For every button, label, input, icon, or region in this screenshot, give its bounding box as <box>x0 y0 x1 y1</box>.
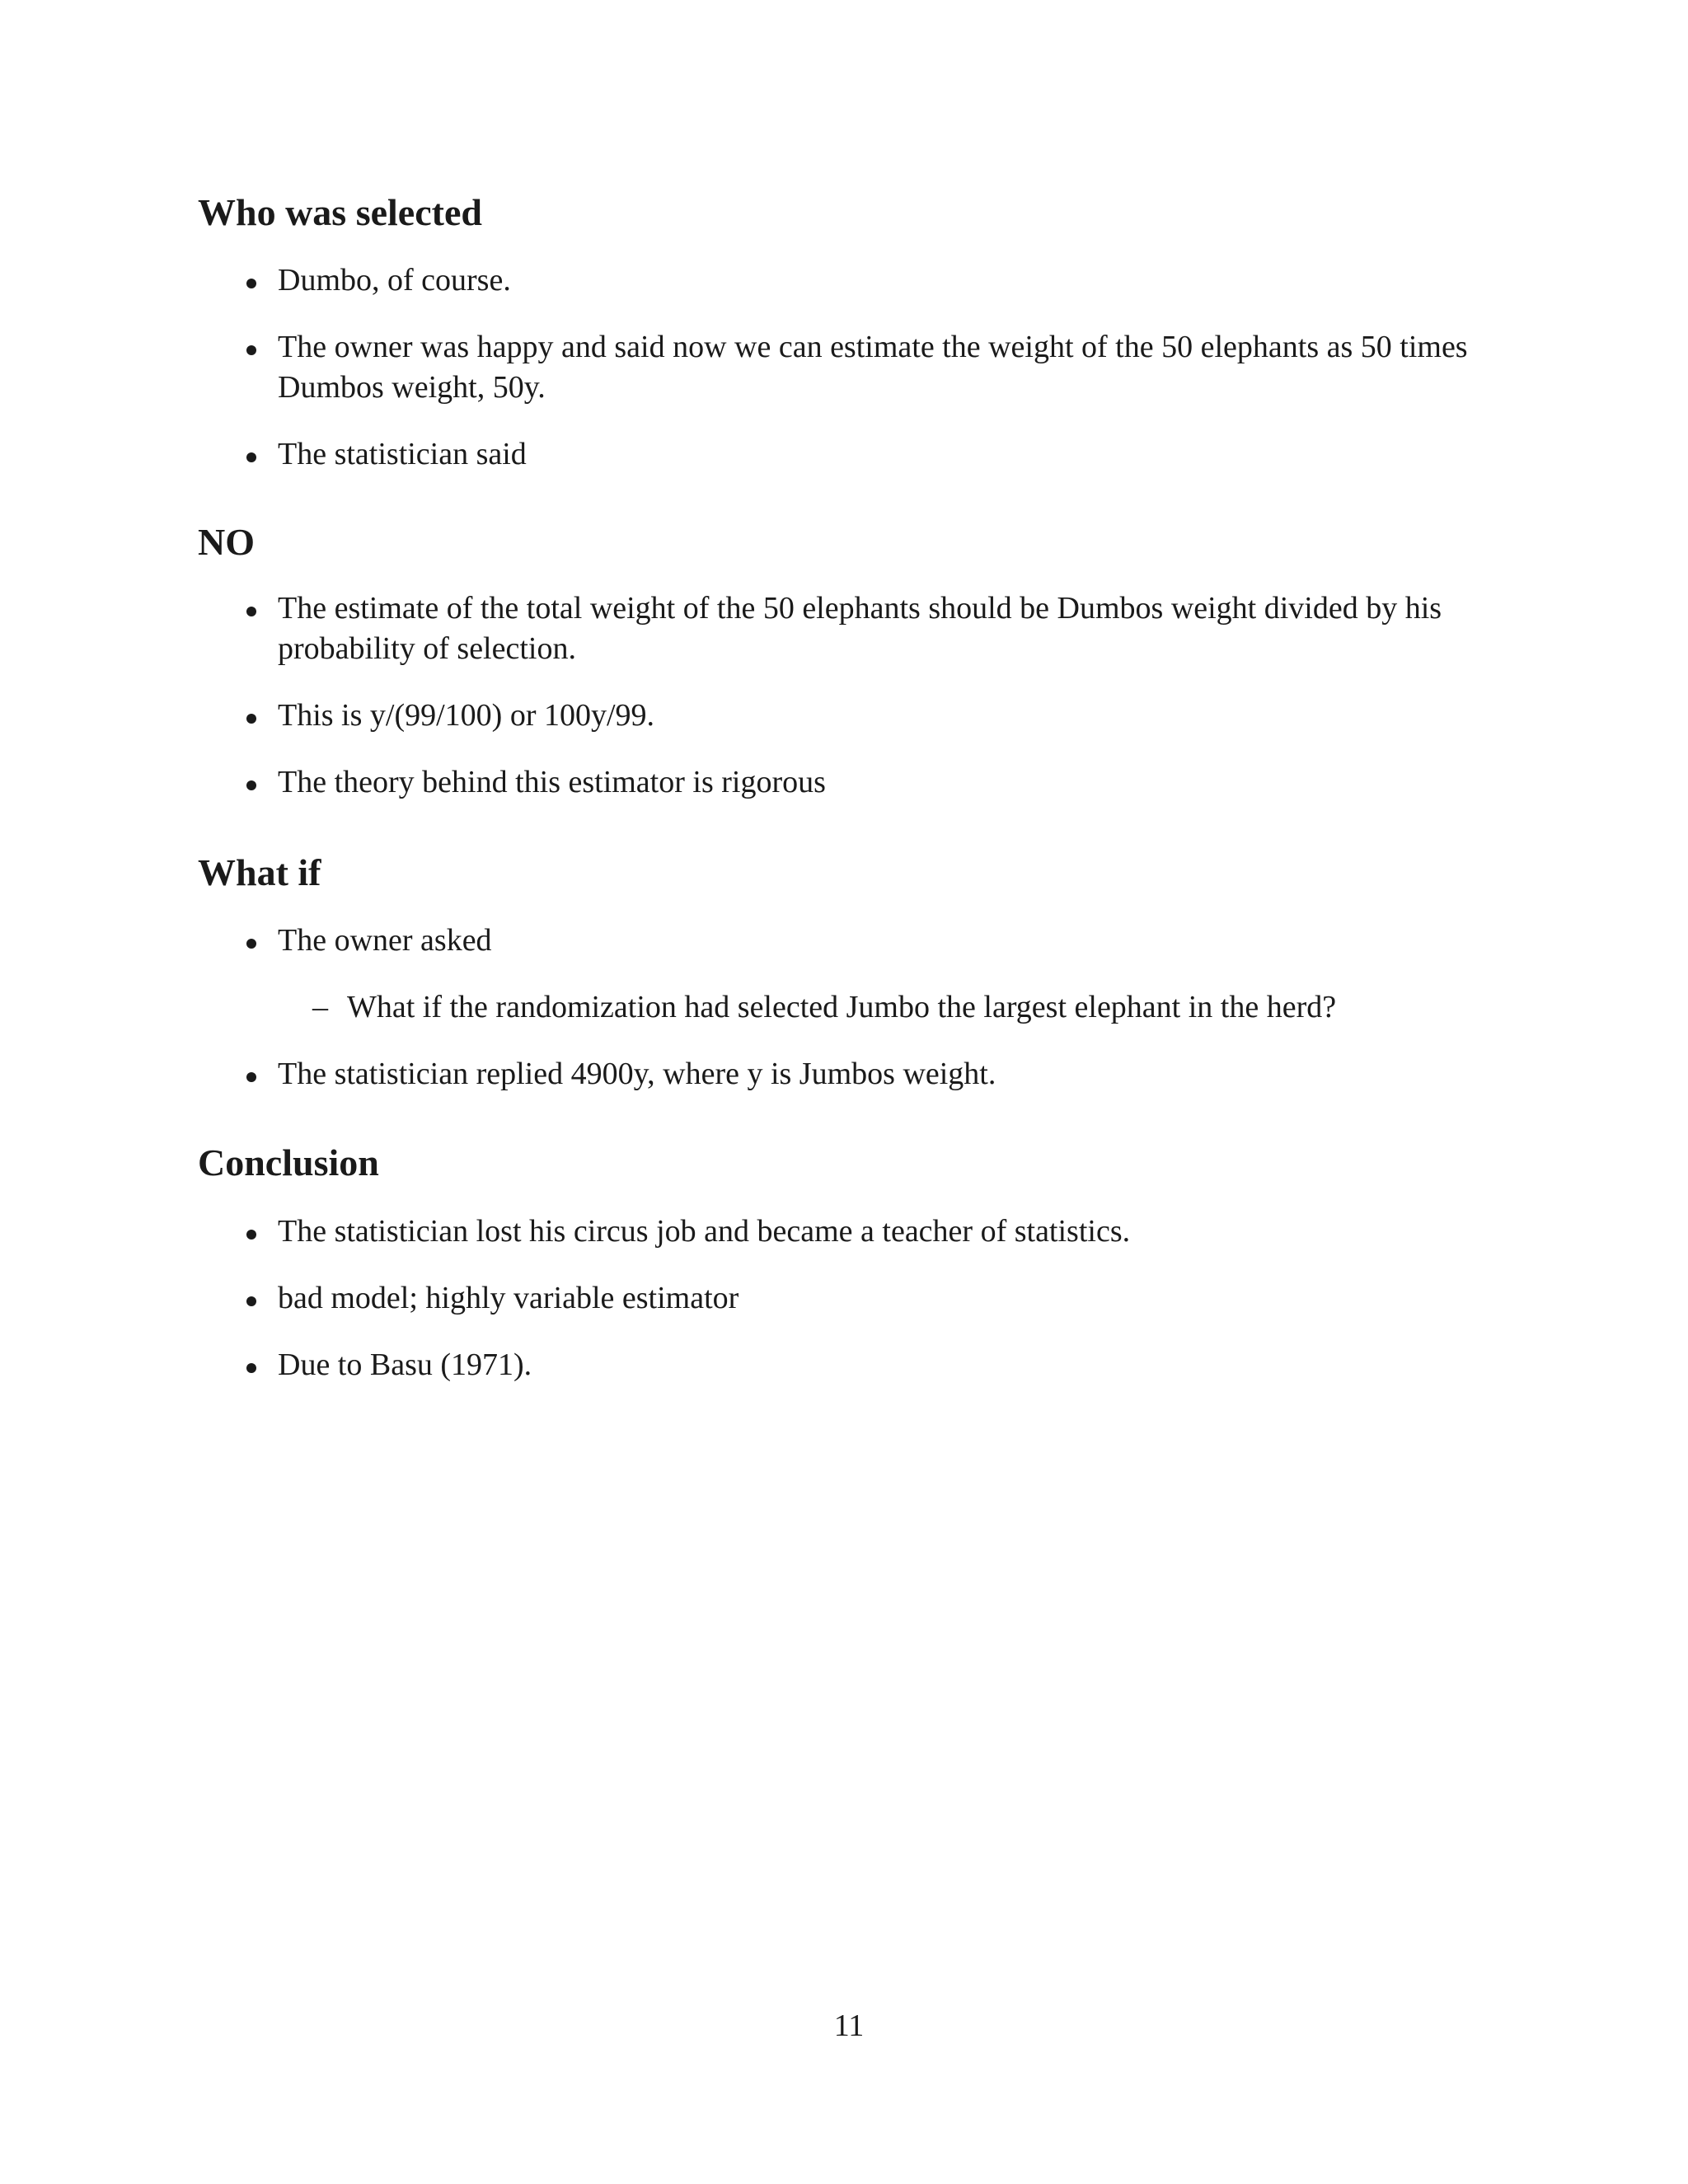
list-item: The statistician lost his circus job and became a teacher of statistics. <box>198 1212 1500 1252</box>
page-number: 11 <box>833 2008 865 2043</box>
list-item <box>198 921 1500 1028</box>
list-item: The theory behind this estimator is rigorous <box>198 762 1500 803</box>
list-item: The statistician replied 4900y, where y is Jumbos weight. <box>198 1054 1500 1094</box>
document-page <box>198 0 1500 2184</box>
list-item: This is y/(99/100) or 100y/99. <box>198 696 1500 736</box>
sub-list <box>278 987 1500 1028</box>
list-what-if <box>198 921 1500 1121</box>
section-title-what-if: What if <box>198 851 321 893</box>
section-title-conclusion: Conclusion <box>198 1141 379 1183</box>
list-item: Dumbo, of course. <box>198 260 1500 301</box>
list-item: The owner was happy and said now we can estimate the weight of the 50 elephants as 50 times Dumbos weight, 50y. <box>198 327 1500 408</box>
list-item: The estimate of the total weight of the 50 elephants should be Dumbos weight divided by his probability of selection. <box>198 588 1500 669</box>
list-who-was-selected <box>198 260 1500 501</box>
list-no <box>198 588 1500 829</box>
section-title-no: NO <box>198 521 255 563</box>
section-title-who-was-selected: Who was selected <box>198 191 482 233</box>
list-item: bad model; highly variable estimator <box>198 1278 1500 1319</box>
sub-list-item: – What if the randomization had selected Jumbo the largest elephant in the herd? <box>278 987 1500 1028</box>
list-item-text: The owner asked <box>278 923 492 958</box>
list-conclusion <box>198 1212 1500 1412</box>
list-item: Due to Basu (1971). <box>198 1345 1500 1385</box>
list-item: The statistician said <box>198 434 1500 475</box>
